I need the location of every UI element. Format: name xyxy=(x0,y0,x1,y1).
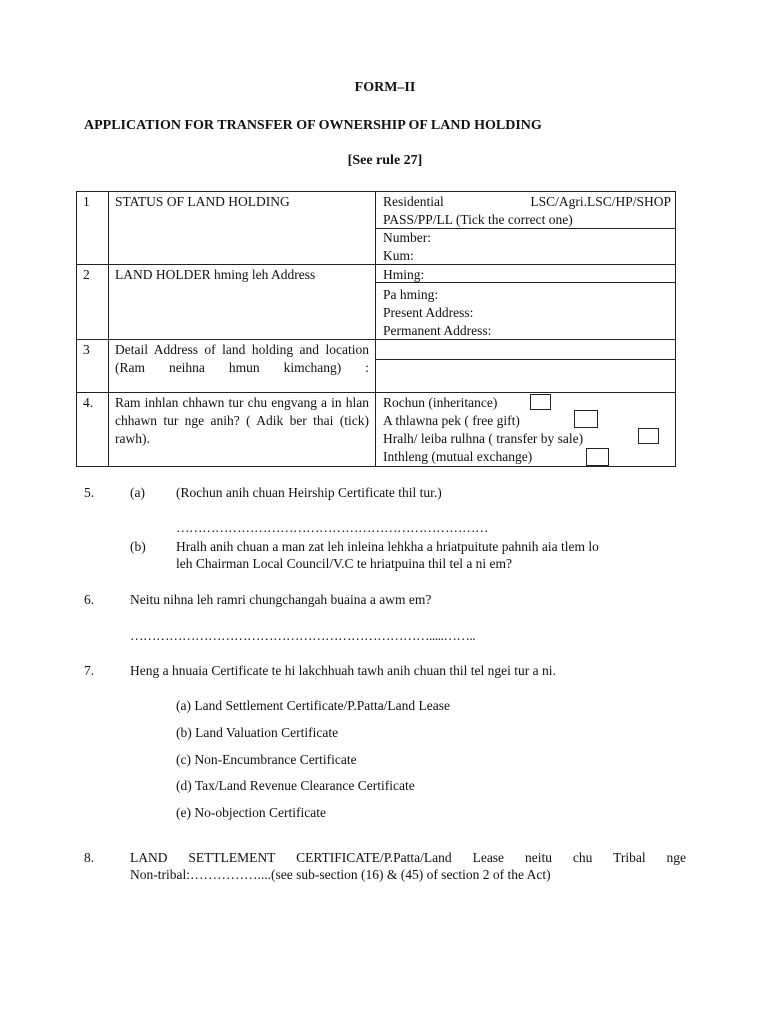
inheritance-checkbox[interactable] xyxy=(530,394,551,410)
land-location-label: Detail Address of land holding and location (Ram neihna hmun kimchang) : xyxy=(115,342,369,375)
row-divider xyxy=(77,392,675,393)
residential-option[interactable]: Residential xyxy=(383,194,444,209)
dispute-question: Neitu nihna leh ramri chungchangah buaina a awm em? xyxy=(130,592,432,607)
kum-field[interactable]: Kum: xyxy=(383,248,414,263)
present-address-field[interactable]: Present Address: xyxy=(383,305,474,320)
row-number: 2 xyxy=(83,267,90,282)
land-codes-option[interactable]: LSC/Agri.LSC/HP/SHOP xyxy=(530,194,671,209)
row-number: 4. xyxy=(83,395,94,410)
option-transfer-by-sale: Hralh/ leiba rulhna ( transfer by sale) xyxy=(383,431,584,446)
option-free-gift: A thlawna pek ( free gift) xyxy=(383,413,520,428)
option-mutual-exchange: Inthleng (mutual exchange) xyxy=(383,449,533,464)
sale-text-line1: Hralh anih chuan a man zat leh inleina lehkha a hriatpuitute pahnih aia tlem lo xyxy=(176,539,599,554)
certificate-item: (e) No-objection Certificate xyxy=(176,805,326,820)
application-title: APPLICATION FOR TRANSFER OF OWNERSHIP OF LAND HOLDING xyxy=(84,118,542,133)
tribal-question-line2: Non-tribal:……………....(see sub-section (16) & (45) of section 2 of the Act) xyxy=(130,867,551,882)
pass-line: PASS/PP/LL (Tick the correct one) xyxy=(383,212,573,227)
item-label: (a) xyxy=(130,485,145,500)
status-options xyxy=(383,193,671,211)
heirship-answer-line[interactable]: ……………………………………………………………… xyxy=(176,520,488,535)
table-divider xyxy=(108,192,109,466)
certificate-item: (c) Non-Encumbrance Certificate xyxy=(176,752,357,767)
section-number: 5. xyxy=(84,485,95,500)
form-title: FORM–II xyxy=(354,80,416,95)
number-field[interactable]: Number: xyxy=(383,230,431,245)
section-number: 7. xyxy=(84,663,95,678)
status-label: STATUS OF LAND HOLDING xyxy=(115,194,290,209)
certificate-item: (b) Land Valuation Certificate xyxy=(176,725,339,740)
certificate-item: (a) Land Settlement Certificate/P.Patta/Land Lease xyxy=(176,698,451,713)
land-holder-label: LAND HOLDER hming leh Address xyxy=(115,267,316,282)
row-number: 1 xyxy=(83,194,90,209)
land-holding-table xyxy=(76,191,676,467)
mutual-exchange-checkbox[interactable] xyxy=(586,448,609,466)
rule-reference: [See rule 27] xyxy=(347,153,423,168)
tribal-question-line1: LAND SETTLEMENT CERTIFICATE/P.Patta/Land Lease neitu chu Tribal nge xyxy=(130,850,686,865)
hming-field[interactable]: Hming: xyxy=(383,267,425,282)
cell-divider xyxy=(375,359,675,360)
pa-hming-field[interactable]: Pa hming: xyxy=(383,287,439,302)
section-number: 6. xyxy=(84,592,95,607)
transfer-reason-label: Ram inhlan chhawn tur chu engvang a in hlan chhawn tur nge anih? ( Adik ber thai (tick) rawh). xyxy=(115,395,369,446)
heirship-text: (Rochun anih chuan Heirship Certificate thil tur.) xyxy=(176,485,442,500)
section-number: 8. xyxy=(84,850,95,865)
option-inheritance: Rochun (inheritance) xyxy=(383,395,498,410)
item-label: (b) xyxy=(130,539,146,554)
dispute-answer-line[interactable]: …………………………………………………………….....…….. xyxy=(130,628,476,643)
permanent-address-field[interactable]: Permanent Address: xyxy=(383,323,492,338)
row-number: 3 xyxy=(83,342,90,357)
certificate-item: (d) Tax/Land Revenue Clearance Certificate xyxy=(176,778,415,793)
table-divider xyxy=(375,192,376,466)
sale-text-line2: leh Chairman Local Council/V.C te hriatpuina thil tel a ni em? xyxy=(176,556,513,571)
certificates-instruction: Heng a hnuaia Certificate te hi lakchhuah tawh anih chuan thil tel ngei tur a ni. xyxy=(130,663,556,678)
free-gift-checkbox[interactable] xyxy=(574,410,598,428)
transfer-by-sale-checkbox[interactable] xyxy=(638,428,659,444)
